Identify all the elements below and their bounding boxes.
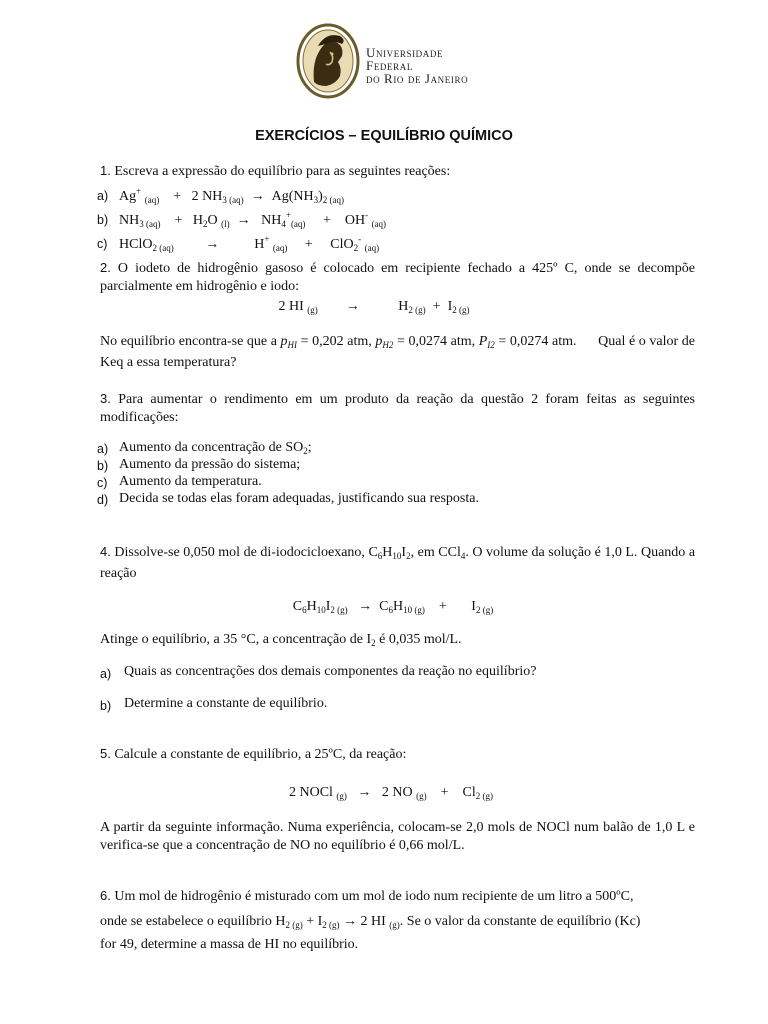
university-name <box>366 46 486 85</box>
question-text: Atinge o equilíbrio, a 35 °C, a concentração de I <box>100 632 372 647</box>
university-name-line1: Universidade Federal <box>366 45 444 73</box>
item-label: b) <box>97 459 109 473</box>
item-label: c) <box>97 476 108 490</box>
item-text: Aumento da pressão do sistema; <box>119 457 301 472</box>
reaction-1b: $NH_{3 (aq)}$ + $H_2O$ $_{(l)} \to NH_4^+_{(aq)}$ + OH- $_{(aq)}$ <box>119 210 387 229</box>
question-2 <box>100 259 695 296</box>
item-label: d) <box>97 493 109 507</box>
item-label: c) <box>97 237 108 251</box>
question-number: 4. <box>100 544 111 559</box>
question-6-line1 <box>100 888 633 905</box>
question-1 <box>100 163 450 180</box>
question-6-line3: for 49, determine a massa de HI no equilíbrio. <box>100 937 359 952</box>
item-text: Decida se todas elas foram adequadas, justificando sua resposta. <box>119 491 479 506</box>
question-5 <box>100 746 406 763</box>
question-text: . O volume da solução é 1,0 L. Quando a reação <box>100 545 696 581</box>
question-2-data: No equilíbrio encontra-se que a $p_{HI} = 0,202$ atm, $p_{H2} = 0,0274$ atm, $P_{I2} = 0,0274$ atm. Qual é o valor de Keq a essa temperatura? <box>100 334 695 370</box>
item-label: a) <box>97 442 109 456</box>
question-text: Qual é o valor de Keq a essa temperatura? <box>100 334 695 370</box>
reaction-1a: Ag+ $_{(aq)}$ + 2 $NH_{3 (aq)} \to Ag(NH_3)_{2 (aq)}$ <box>119 186 344 205</box>
item-label: a) <box>97 189 109 203</box>
question-number: 1. <box>100 163 111 178</box>
question-text: Dissolve-se 0,050 mol de di-iodocicloexano, C <box>114 545 378 560</box>
question-text: é 0,035 mol/L. <box>375 632 462 647</box>
question-4-after: Atinge o equilíbrio, a 35 °C, a concentração de $I_2$ é 0,035 mol/L. <box>100 632 462 648</box>
item-text: Quais as concentrações dos demais componentes da reação no equilíbrio? <box>124 664 537 679</box>
item-label: b) <box>97 213 109 227</box>
item-label: b) <box>100 699 112 713</box>
question-3 <box>100 390 695 427</box>
item-label: a) <box>100 667 112 681</box>
item-text-body: Aumento da concentração de SO <box>119 440 304 455</box>
reaction-4: $C_6H_{10}I_{2 (g)} \to C_6H_{10 (g)}$ + $I_{2 (g)}$ <box>292 599 494 615</box>
question-number: 6. <box>100 888 111 903</box>
question-text: Escreva a expressão do equilíbrio para as seguintes reações: <box>114 164 451 179</box>
question-text: O iodeto de hidrogênio gasoso é colocado em recipiente fechado a 425º C, onde se decompõe parcialmente em hidrogênio e iodo: <box>100 261 695 294</box>
reaction-1c: HClO$_{2 (aq)}$ → H+ $_{(aq)}$ + ClO$_2$- $_{(aq)}$ <box>119 234 380 253</box>
question-text: . Se o valor da constante de equilíbrio (Kc) <box>399 914 641 929</box>
item-text: Determine a constante de equilíbrio. <box>124 696 328 711</box>
question-4: 4. Dissolve-se 0,050 mol de di-iodocicloexano, $C_6H_{10}I_2$, em CCl$_4$. O volume da solução é 1,0 L. Quando a reação <box>100 544 696 581</box>
question-text: Um mol de hidrogênio é misturado com um mol de iodo num recipiente de um litro a 500ºC, <box>114 889 634 904</box>
page-title: EXERCÍCIOS – EQUILÍBRIO QUÍMICO <box>255 128 513 144</box>
university-name-line2: do Rio de Janeiro <box>366 71 469 86</box>
question-number: 2. <box>100 260 111 275</box>
item-text: Aumento da temperatura. <box>119 474 262 489</box>
question-5-after: A partir da seguinte informação. Numa experiência, colocam-se 2,0 mols de NOCl num balão de 1,0 L e verifica-se que a concentração de NO no equilíbrio é 0,66 mol/L. <box>100 820 695 853</box>
question-text: Para aumentar o rendimento em um produto da reação da questão 2 foram feitas as seguintes modificações: <box>100 392 696 425</box>
question-text: No equilíbrio encontra-se que a <box>100 334 277 349</box>
item-text: Aumento da concentração de $SO_2$; <box>119 440 312 456</box>
question-text: , em CCl <box>410 545 461 560</box>
question-text: Calcule a constante de equilíbrio, a 25ºC, da reação: <box>114 747 407 762</box>
minerva-seal-icon <box>296 22 366 100</box>
question-number: 5. <box>100 746 111 761</box>
reaction-2: 2 HI $_{(g)}$ → $H_{2 (g)} + I_{2 (g)}$ <box>278 299 470 315</box>
question-number: 3. <box>100 391 111 406</box>
reaction-5: 2 NOCl $_{(g)}$ → 2 NO $_{(g)}$ + $Cl_{2 (g)}$ <box>288 785 494 801</box>
university-logo <box>296 22 486 100</box>
question-text: onde se estabelece o equilíbrio <box>100 914 272 929</box>
question-6-line2: onde se estabelece o equilíbrio $H_{2 (g)} + I_{2 (g)} \to 2$ HI $_{(g)}$. Se o valor da constante de equilíbrio (Kc) <box>100 914 641 930</box>
